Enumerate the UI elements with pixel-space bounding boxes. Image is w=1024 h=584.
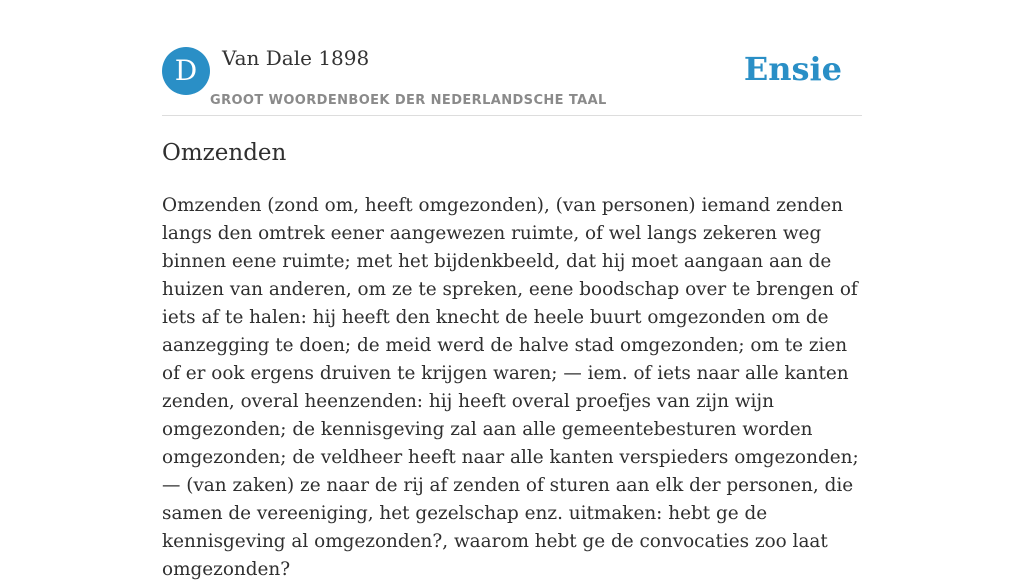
- source-title[interactable]: Van Dale 1898: [222, 46, 370, 70]
- entry-body: Omzenden (zond om, heeft omgezonden), (van personen) iemand zenden langs den omtrek eener aangewezen ruimte, of wel langs zekeren weg binnen eene ruimte; met het bijdenkbeeld, dat hij moet aangaan aan de huizen van anderen, om ze te spreken, eene boodschap over te brengen of iets af te halen: hij heeft den knecht de heele buurt omgezonden om de aanzegging te doen; de meid werd de halve stad omgezonden; om te zien of er ook ergens druiven te krijgen waren; — iem. of iets naar alle kanten zenden, overal heenzenden: hij heeft overal proefjes van zijn wijn omgezonden; de kennisgeving zal aan alle gemeentebesturen worden omgezonden; de veldheer heeft naar alle kanten verspieders omgezonden; — (van zaken) ze naar de rij af zenden of sturen aan elk der personen, die samen de vereeniging, het gezelschap enz. uitmaken: hebt ge de kennisgeving al omgezonden?, waarom hebt ge de convocaties zoo laat omgezonden?: [162, 195, 859, 580]
- source-logo[interactable]: D: [162, 47, 210, 95]
- ensie-logo[interactable]: Ensie: [743, 50, 842, 88]
- source-subtitle: GROOT WOORDENBOEK DER NEDERLANDSCHE TAAL: [210, 93, 607, 108]
- entry-title: Omzenden: [162, 140, 287, 166]
- header-divider: [162, 115, 862, 116]
